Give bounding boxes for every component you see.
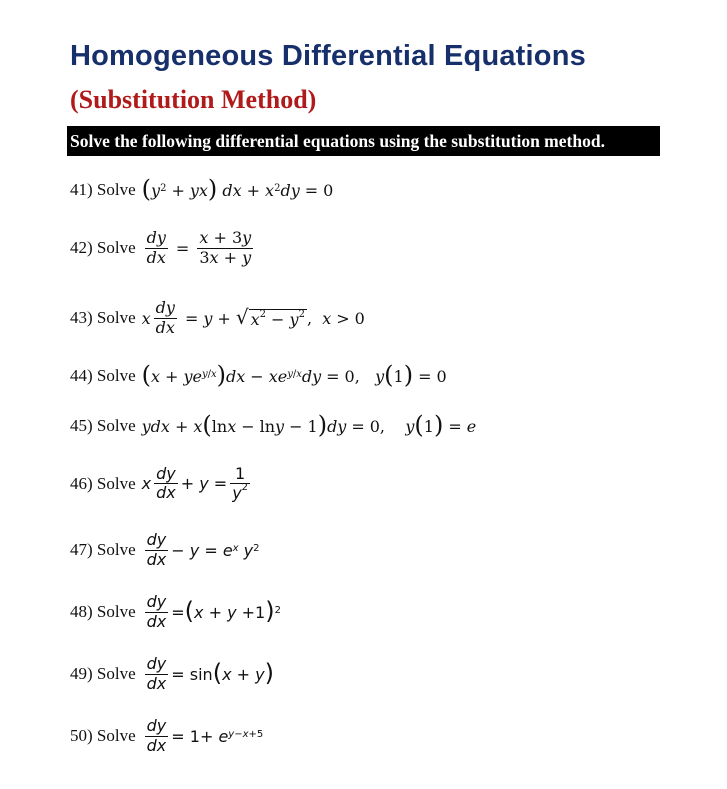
problem-48 — [70, 592, 281, 632]
problem-42 — [70, 228, 256, 268]
equation: $\frac{dy}{dx}$ = sin ( x + y ) — [146, 653, 274, 693]
problem-44 — [70, 356, 447, 396]
equation: x $\frac{dy}{dx}$ = y + √ $x^2 - y^2$ , x > 0 — [141, 297, 365, 337]
problem-label: 41) Solve — [70, 180, 136, 199]
problem-46 — [70, 464, 253, 504]
equation: $\frac{dy}{dx}$ = 1+ e y−x+5 — [146, 715, 264, 755]
problem-41 — [70, 170, 333, 210]
equation: $\frac{dy}{dx}$ = ( x + y +1 ) 2 — [146, 591, 281, 631]
problem-47 — [70, 530, 260, 570]
equation: $\frac{dy}{dx}$ = $\frac{x + 3y}{3x + y}$ — [146, 227, 252, 267]
instruction-banner: Solve the following differential equations using the substitution method. — [67, 126, 660, 156]
problem-label: 47) Solve — [70, 540, 136, 559]
problem-50 — [70, 716, 263, 756]
equation: x $\frac{dy}{dx}$ + y = $\frac{1}{y^2}$ — [141, 463, 249, 503]
problem-label: 48) Solve — [70, 602, 136, 621]
equation: ( x + ye y/x ) dx − xe y/x dy = 0, y ( 1 ) = 0 — [141, 361, 447, 389]
problem-label: 44) Solve — [70, 366, 136, 385]
problem-49 — [70, 654, 274, 694]
equation: $\frac{dy}{dx}$ − y = e x y 2 — [146, 529, 260, 569]
page-title: Homogeneous Differential Equations — [70, 40, 586, 72]
problem-45 — [70, 406, 476, 446]
equation: ( y 2 + yx ) dx + x 2 dy = 0 — [141, 175, 334, 203]
problem-label: 50) Solve — [70, 726, 136, 745]
problem-label: 42) Solve — [70, 238, 136, 257]
problem-label: 49) Solve — [70, 664, 136, 683]
problem-43 — [70, 298, 365, 338]
page-subtitle: (Substitution Method) — [70, 85, 317, 114]
problem-label: 43) Solve — [70, 308, 136, 327]
problem-label: 45) Solve — [70, 416, 136, 435]
problem-label: 46) Solve — [70, 474, 136, 493]
equation: ydx + x ( ln x − ln y − 1 ) dy = 0, y ( 1 ) = e — [141, 411, 477, 439]
